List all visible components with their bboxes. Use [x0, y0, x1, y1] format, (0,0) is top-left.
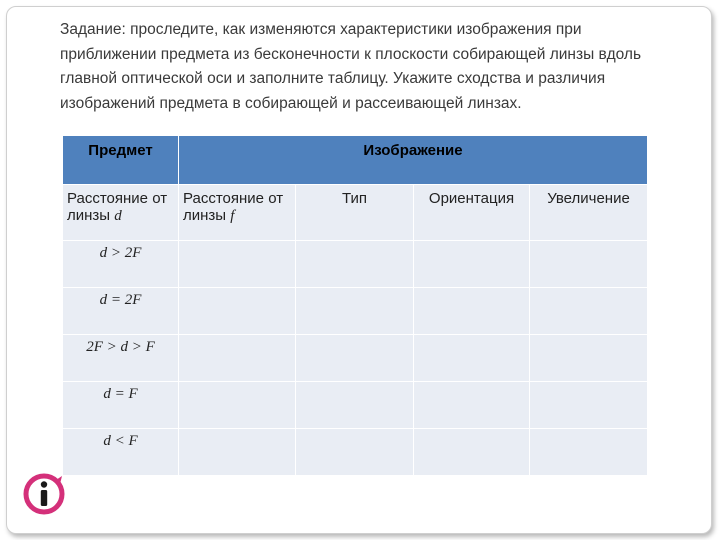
- col-distance-f: [179, 185, 296, 241]
- cell-magnification[interactable]: [530, 335, 648, 382]
- cell-distance-f[interactable]: [179, 429, 296, 476]
- cell-type[interactable]: [296, 382, 414, 429]
- var-f: f: [230, 208, 235, 224]
- table-row: [63, 335, 648, 382]
- cell-magnification[interactable]: [530, 429, 648, 476]
- cell-orientation[interactable]: [414, 288, 530, 335]
- cell-distance-f[interactable]: [179, 335, 296, 382]
- col-type: Тип: [296, 185, 414, 241]
- lens-image-table: [62, 135, 648, 476]
- task-description: Задание: проследите, как изменяются характеристики изображения при приближении предмета из бесконечности к плоскости собирающей линзы вдоль главной оптической оси и заполните таблицу. Укажите сходства и различия изображений предмета в собирающей и рассеивающей линзах.: [60, 21, 642, 112]
- condition-cell: 2F > d > F: [63, 335, 179, 382]
- info-logo-icon: [22, 472, 66, 516]
- cell-orientation[interactable]: [414, 241, 530, 288]
- header-image: Изображение: [179, 136, 648, 185]
- col-magnification: Увеличение: [530, 185, 648, 241]
- cell-type[interactable]: [296, 241, 414, 288]
- table-row: [63, 382, 648, 429]
- col-distance-d-label: Расстояние от линзы: [67, 190, 168, 224]
- col-orientation: Ориентация: [414, 185, 530, 241]
- cell-magnification[interactable]: [530, 382, 648, 429]
- condition-cell: d = F: [63, 382, 179, 429]
- cell-orientation[interactable]: [414, 429, 530, 476]
- cell-magnification[interactable]: [530, 288, 648, 335]
- condition-cell: d = 2F: [63, 288, 179, 335]
- var-d: d: [114, 208, 122, 224]
- table-row: [63, 429, 648, 476]
- cell-orientation[interactable]: [414, 335, 530, 382]
- header-object: Предмет: [63, 136, 179, 185]
- condition-cell: d > 2F: [63, 241, 179, 288]
- table-row: [63, 288, 648, 335]
- cell-magnification[interactable]: [530, 241, 648, 288]
- cell-orientation[interactable]: [414, 382, 530, 429]
- cell-type[interactable]: [296, 429, 414, 476]
- cell-distance-f[interactable]: [179, 241, 296, 288]
- col-distance-d: [63, 185, 179, 241]
- col-distance-f-label: Расстояние от линзы: [183, 190, 284, 224]
- cell-type[interactable]: [296, 288, 414, 335]
- table-row: [63, 241, 648, 288]
- cell-distance-f[interactable]: [179, 288, 296, 335]
- cell-distance-f[interactable]: [179, 382, 296, 429]
- cell-type[interactable]: [296, 335, 414, 382]
- condition-cell: d < F: [63, 429, 179, 476]
